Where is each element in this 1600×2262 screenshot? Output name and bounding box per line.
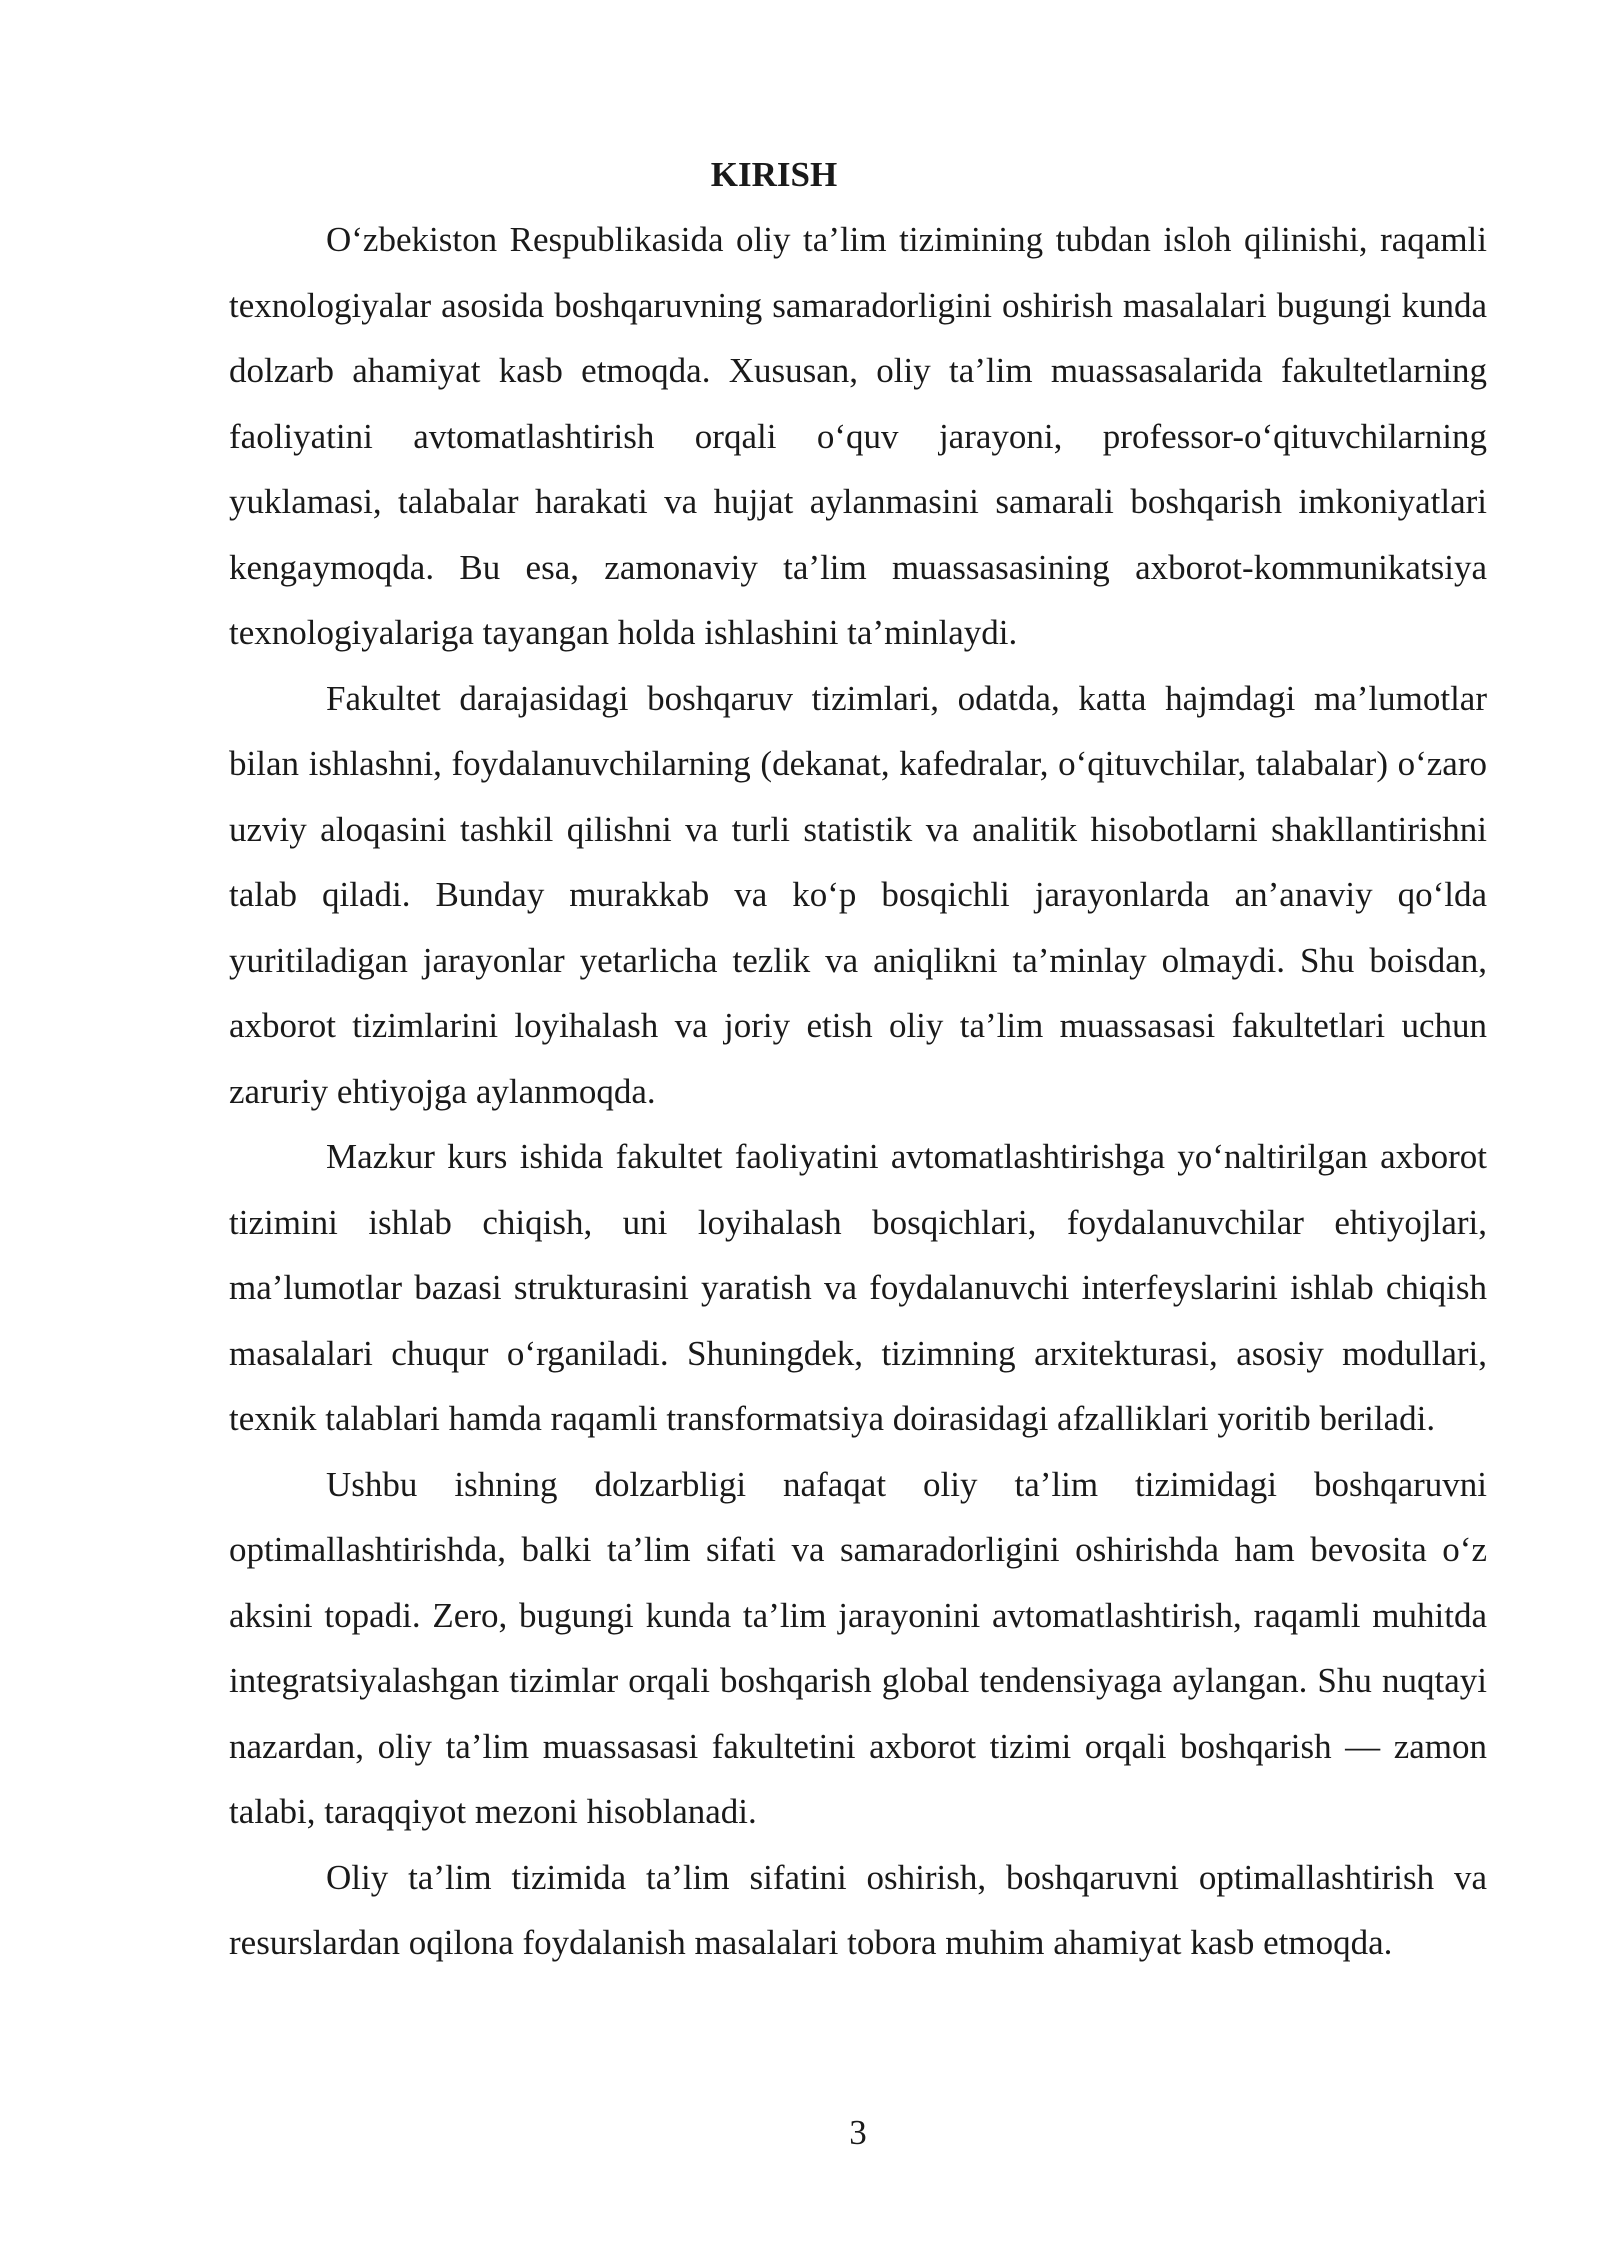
paragraph-2: Fakultet darajasidagi boshqaruv tizimlari, odatda, katta hajmdagi ma’lumotlar bilan ishlashni, foydalanuvchilarning (dekanat, kafedralar, o‘qituvchilar, talabalar) o‘zaro uzviy aloqasini tashkil qilishni va turli statistik va analitik hisobotlarni shakllantirishni talab qiladi. Bunday murakkab va ko‘p bosqichli jarayonlarda an’anaviy qo‘lda yuritiladigan jarayonlar yetarlicha tezlik va aniqlikni ta’minlay olmaydi. Shu boisdan, axborot tizimlarini loyihalash va joriy etish oliy ta’lim muassasasi fakultetlari uchun zaruriy ehtiyojga aylanmoqda. <box>229 678 1487 1111</box>
paragraph-1: O‘zbekiston Respublikasida oliy ta’lim tizimining tubdan isloh qilinishi, raqamli texnologiyalar asosida boshqaruvning samaradorligini oshirish masalalari bugungi kunda dolzarb ahamiyat kasb etmoqda. Xususan, oliy ta’lim muassasalarida fakultetlarning faoliyatini avtomatlashtirish orqali o‘quv jarayoni, professor-o‘qituvchilarning yuklamasi, talabalar harakati va hujjat aylanmasini samarali boshqarish imkoniyatlari kengaymoqda. Bu esa, zamonaviy ta’lim muassasasining axborot-kommunikatsiya texnologiyalariga tayangan holda ishlashini ta’minlaydi. <box>229 220 1487 652</box>
paragraph-3: Mazkur kurs ishida fakultet faoliyatini avtomatlashtirishga yo‘naltirilgan axborot tizimini ishlab chiqish, uni loyihalash bosqichlari, foydalanuvchilar ehtiyojlari, ma’lumotlar bazasi strukturasini yaratish va foydalanuvchi interfeyslarini ishlab chiqish masalalari chuqur o‘rganiladi. Shuningdek, tizimning arxitekturasi, asosiy modullari, texnik talablari hamda raqamli transformatsiya doirasidagi afzalliklari yoritib beriladi. <box>229 1137 1487 1438</box>
paragraph-4: Ushbu ishning dolzarbligi nafaqat oliy ta’lim tizimidagi boshqaruvni optimallashtirishda, balki ta’lim sifati va samaradorligini oshirishda ham bevosita o‘z aksini topadi. Zero, bugungi kunda ta’lim jarayonini avtomatlashtirish, raqamli muhitda integratsiyalashgan tizimlar orqali boshqarish global tendensiyaga aylangan. Shu nuqtayi nazardan, oliy ta’lim muassasasi fakultetini axborot tizimi orqali boshqarish — zamon talabi, taraqqiyot mezoni hisoblanadi. <box>229 1464 1487 1831</box>
paragraph-5: Oliy ta’lim tizimida ta’lim sifatini oshirish, boshqaruvni optimallashtirish va resurslardan oqilona foydalanish masalalari tobora muhim ahamiyat kasb etmoqda. <box>229 1857 1487 1962</box>
page-number: 3 <box>849 2113 867 2152</box>
body-text <box>229 207 1487 1976</box>
section-heading: KIRISH <box>710 155 838 194</box>
